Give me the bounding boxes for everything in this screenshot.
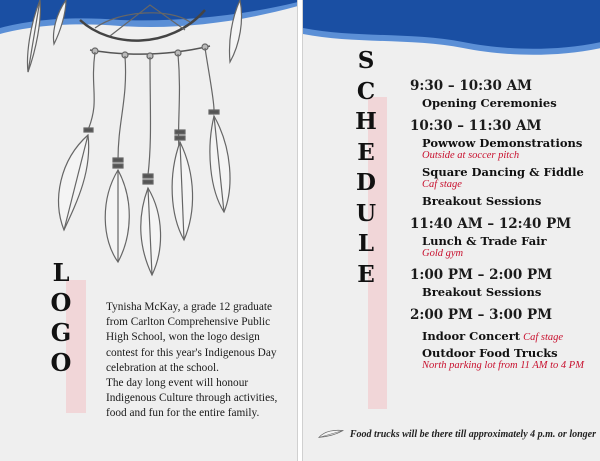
event-title: Square Dancing & Fiddle <box>422 165 584 179</box>
title-letter: O <box>50 288 72 317</box>
schedule-slot <box>410 118 595 208</box>
title-letter: G <box>50 318 72 347</box>
schedule-slot <box>410 307 595 371</box>
title-letter: D <box>356 169 376 196</box>
schedule-slot <box>410 216 595 259</box>
slot-time: 11:40 AM – 12:40 PM <box>410 216 572 232</box>
feather-icon <box>318 428 344 440</box>
schedule-list <box>410 78 595 371</box>
event-location: Gold gym <box>422 248 464 259</box>
slot-time: 1:00 PM – 2:00 PM <box>410 267 553 283</box>
logo-description <box>106 300 294 422</box>
schedule-slot <box>410 78 595 110</box>
logo-vertical-title <box>47 258 75 378</box>
footnote <box>318 428 596 440</box>
slot-time: 2:00 PM – 3:00 PM <box>410 307 553 323</box>
title-letter: H <box>355 108 377 135</box>
event-location: Outside at soccer pitch <box>422 150 520 161</box>
dreamcatcher-illustration <box>0 0 298 290</box>
event-row <box>410 325 595 344</box>
event-location: Caf stage <box>422 179 462 190</box>
event-title: Indoor Concert <box>422 329 521 343</box>
slot-time: 9:30 – 10:30 AM <box>410 78 532 94</box>
event-title: Breakout Sessions <box>422 285 542 299</box>
title-letter: C <box>356 77 376 105</box>
logo-panel <box>0 0 298 461</box>
schedule-vertical-title <box>352 46 380 290</box>
event-location: Caf stage <box>523 332 564 343</box>
event-title: Opening Ceremonies <box>422 96 557 110</box>
title-letter: O <box>50 348 72 377</box>
description-paragraph: Tynisha McKay, a grade 12 graduate from Carlton Comprehensive Public High School, won the logo design contest for this year's Indigenous Day celebration at the school. <box>106 301 277 374</box>
footnote-text: Food trucks will be there till approximately 4 p.m. or longer <box>349 428 596 440</box>
schedule-slot <box>410 267 595 299</box>
description-paragraph: The day long event will honour Indigenous Culture through activities, food and fun for the entire family. <box>106 377 278 420</box>
event-title: Powwow Demonstrations <box>422 136 583 150</box>
title-letter: L <box>52 258 70 287</box>
event-title: Breakout Sessions <box>422 194 542 208</box>
event-location: North parking lot from 11 AM to 4 PM <box>422 360 584 371</box>
title-letter: E <box>357 260 375 288</box>
event-title: Lunch & Trade Fair <box>422 234 547 248</box>
blue-wave-header <box>303 0 600 80</box>
title-letter: U <box>355 199 377 227</box>
title-letter: E <box>357 138 375 166</box>
title-letter: S <box>357 47 375 74</box>
title-letter: L <box>357 230 375 257</box>
slot-time: 10:30 – 11:30 AM <box>410 118 542 134</box>
event-title: Outdoor Food Trucks <box>422 346 558 360</box>
